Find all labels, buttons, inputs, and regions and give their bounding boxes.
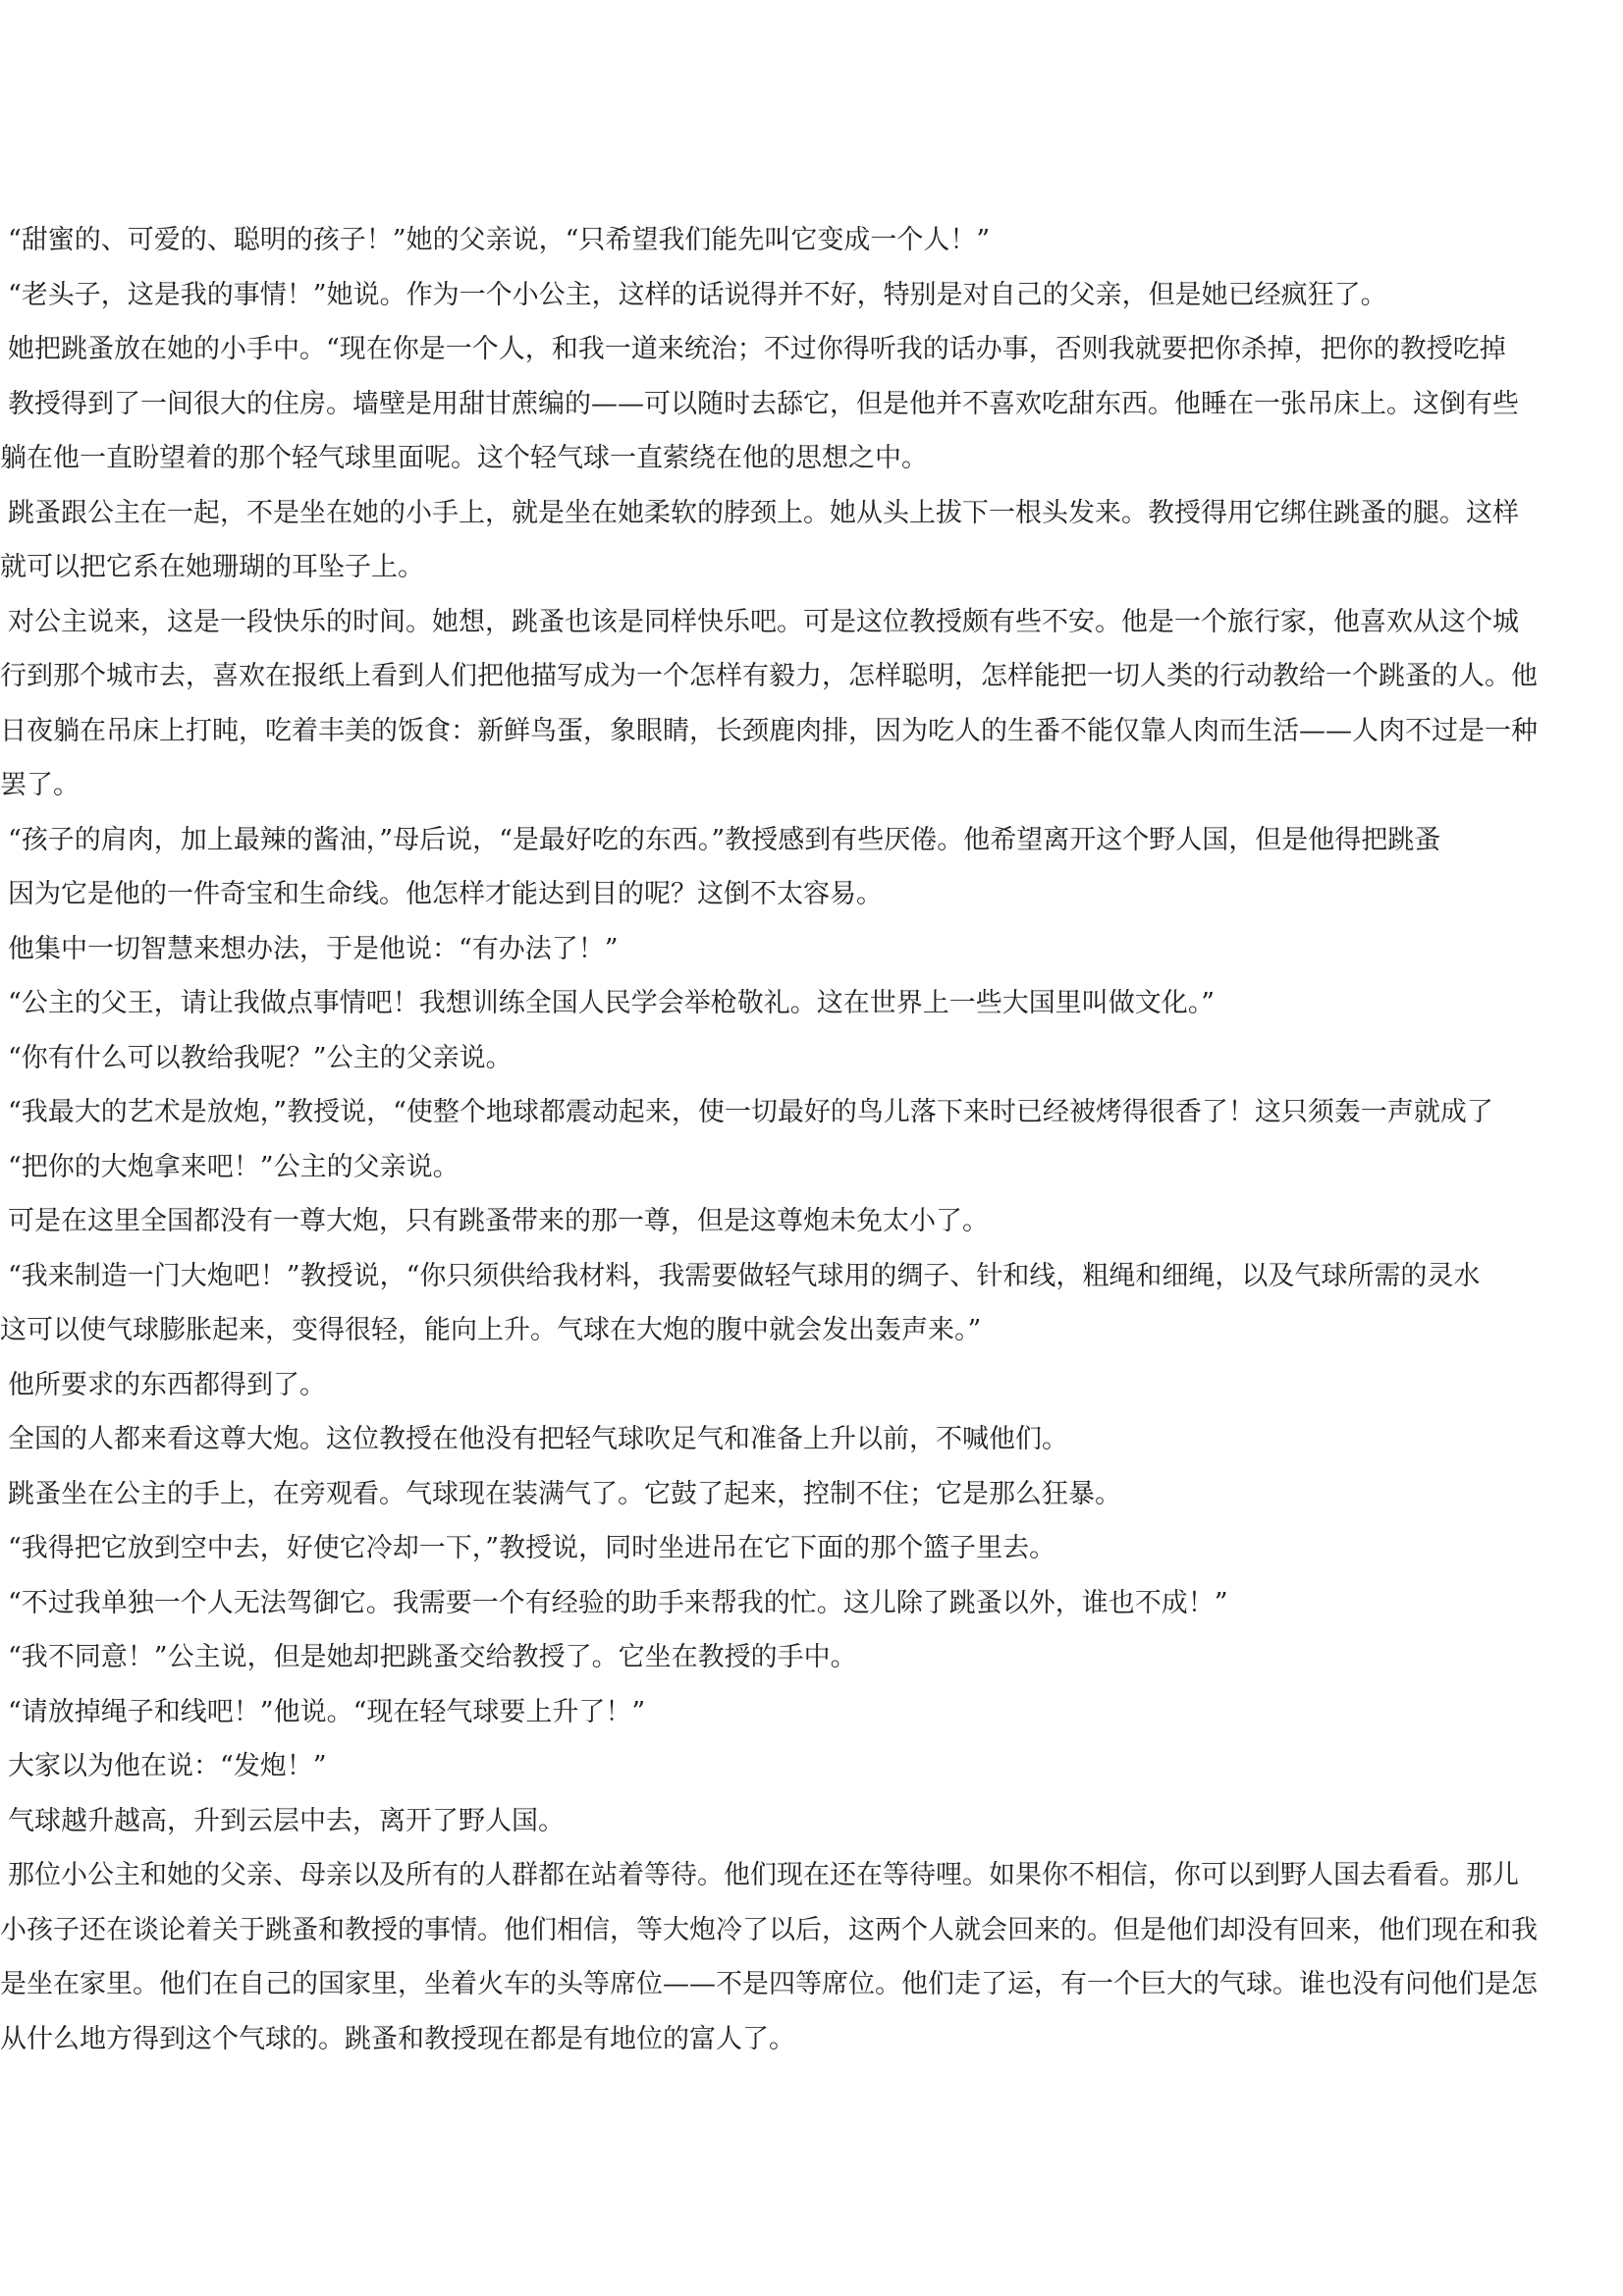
line-text: 小孩子还在谈论着关于跳蚤和教授的事情。他们相信，等大炮冷了以后，这两个人就会回来的。但是他们却没有回来，他们现在和我 [0, 1915, 1538, 1945]
line-text: “我来制造一门大炮吧！”教授说，“你只须供给我材料，我需要做轻气球用的绸子、针和线，粗绳和细绳，以及气球所需的灵水 [8, 1261, 1481, 1291]
line-text: 她把跳蚤放在她的小手中。“现在你是一个人，和我一道来统治；不过你得听我的话办事，否则我就要把你杀掉，把你的教授吃掉 [8, 334, 1506, 364]
line-text: 他所要求的东西都得到了。 [8, 1370, 326, 1400]
document-paragraph-line [0, 1685, 1623, 1740]
document-paragraph-line [0, 1031, 1623, 1086]
document-paragraph-line [0, 1303, 1623, 1358]
line-text: 是坐在家里。他们在自己的国家里，坐着火车的头等席位——不是四等席位。他们走了运，有一个巨大的气球。谁也没有问他们是怎 [0, 1969, 1538, 1999]
line-text: 躺在他一直盼望着的那个轻气球里面呢。这个轻气球一直萦绕在他的思想之中。 [0, 443, 928, 473]
line-text: 跳蚤坐在公主的手上，在旁观看。气球现在装满气了。它鼓了起来，控制不住；它是那么狂暴。 [8, 1479, 1121, 1509]
document-paragraph-line [0, 431, 1623, 486]
document-paragraph-line [0, 1467, 1623, 1522]
line-text: “把你的大炮拿来吧！”公主的父亲说。 [8, 1152, 460, 1182]
document-paragraph-line [0, 1194, 1623, 1249]
document-paragraph-line [0, 1576, 1623, 1631]
document-paragraph-line [0, 540, 1623, 595]
line-text: 全国的人都来看这尊大炮。这位教授在他没有把轻气球吹足气和准备上升以前，不喊他们。 [8, 1424, 1068, 1454]
document-paragraph-line [0, 213, 1623, 268]
document-paragraph-line [0, 1903, 1623, 1958]
line-text: “请放掉绳子和线吧！”他说。“现在轻气球要上升了！” [8, 1697, 646, 1727]
line-text: 他集中一切智慧来想办法，于是他说：“有办法了！” [8, 934, 619, 964]
document-paragraph-line [0, 1739, 1623, 1794]
document-paragraph-line [0, 867, 1623, 922]
line-text: 日夜躺在吊床上打盹，吃着丰美的饭食：新鲜鸟蛋，象眼睛，长颈鹿肉排，因为吃人的生番不能仅靠人肉而生活——人肉不过是一种 [0, 716, 1538, 746]
document-paragraph-line [0, 922, 1623, 977]
document-paragraph-line [0, 1794, 1623, 1849]
document-paragraph-line [0, 1358, 1623, 1413]
document-paragraph-line [0, 268, 1623, 323]
document-paragraph-line [0, 322, 1623, 377]
document-paragraph-line [0, 377, 1623, 432]
line-text: “我不同意！”公主说，但是她却把跳蚤交给教授了。它坐在教授的手中。 [8, 1642, 857, 1672]
document-paragraph-line [0, 1140, 1623, 1195]
line-text: 气球越升越高，升到云层中去，离开了野人国。 [8, 1806, 565, 1836]
document-paragraph-line [0, 976, 1623, 1031]
line-text: 可是在这里全国都没有一尊大炮，只有跳蚤带来的那一尊，但是这尊炮未免太小了。 [8, 1206, 989, 1236]
document-paragraph-line [0, 704, 1623, 759]
line-text: 行到那个城市去，喜欢在报纸上看到人们把他描写成为一个怎样有毅力，怎样聪明，怎样能把一切人类的行动教给一个跳蚤的人。他 [0, 661, 1538, 691]
document-paragraph-line [0, 1848, 1623, 1903]
line-text: 教授得到了一间很大的住房。墙壁是用甜甘蔗编的——可以随时去舔它，但是他并不喜欢吃甜东西。他睡在一张吊床上。这倒有些 [8, 389, 1519, 419]
line-text: 从什么地方得到这个气球的。跳蚤和教授现在都是有地位的富人了。 [0, 2024, 795, 2054]
document-paragraph-line [0, 758, 1623, 813]
document-paragraph-line [0, 1412, 1623, 1467]
document-paragraph-line [0, 1957, 1623, 2012]
line-text: 这可以使气球膨胀起来，变得很轻，能向上升。气球在大炮的腹中就会发出轰声来。” [0, 1315, 982, 1345]
line-text: “孩子的肩肉，加上最辣的酱油，”母后说，“是最好吃的东西。”教授感到有些厌倦。他希望离开这个野人国，但是他得把跳蚤 [8, 825, 1441, 855]
line-text: 就可以把它系在她珊瑚的耳坠子上。 [0, 552, 424, 582]
line-text: 罢了。 [0, 770, 80, 800]
line-text: 那位小公主和她的父亲、母亲以及所有的人群都在站着等待。他们现在还在等待哩。如果你不相信，你可以到野人国去看看。那儿 [8, 1860, 1519, 1890]
line-text: 对公主说来，这是一段快乐的时间。她想，跳蚤也该是同样快乐吧。可是这位教授颇有些不安。他是一个旅行家，他喜欢从这个城 [8, 607, 1519, 637]
line-text: “不过我单独一个人无法驾御它。我需要一个有经验的助手来帮我的忙。这儿除了跳蚤以外，谁也不成！” [8, 1588, 1228, 1618]
document-paragraph-line [0, 486, 1623, 541]
document-paragraph-line [0, 1085, 1623, 1140]
document-paragraph-line [0, 1249, 1623, 1304]
document-paragraph-line [0, 1630, 1623, 1685]
line-text: “老头子，这是我的事情！”她说。作为一个小公主，这样的话说得并不好，特别是对自己的父亲，但是她已经疯狂了。 [8, 280, 1387, 310]
document-paragraph-line [0, 813, 1623, 868]
document-paragraph-line [0, 2012, 1623, 2067]
document-paragraph-line [0, 649, 1623, 704]
document-paragraph-line [0, 1521, 1623, 1576]
document-paragraph-line [0, 595, 1623, 650]
line-text: “我得把它放到空中去，好使它冷却一下，”教授说，同时坐进吊在它下面的那个篮子里去。 [8, 1533, 1056, 1563]
line-text: 因为它是他的一件奇宝和生命线。他怎样才能达到目的呢？这倒不太容易。 [8, 879, 883, 909]
line-text: “公主的父王，请让我做点事情吧！我想训练全国人民学会举枪敬礼。这在世界上一些大国里叫做文化。” [8, 988, 1216, 1018]
line-text: “我最大的艺术是放炮，”教授说，“使整个地球都震动起来，使一切最好的鸟儿落下来时已经被烤得很香了！这只须轰一声就成了 [8, 1097, 1493, 1127]
line-text: 大家以为他在说：“发炮！” [8, 1751, 327, 1781]
line-text: “甜蜜的、可爱的、聪明的孩子！”她的父亲说，“只希望我们能先叫它变成一个人！” [8, 225, 991, 255]
line-text: “你有什么可以教给我呢？”公主的父亲说。 [8, 1043, 513, 1073]
line-text: 跳蚤跟公主在一起，不是坐在她的小手上，就是坐在她柔软的脖颈上。她从头上拔下一根头发来。教授得用它绑住跳蚤的腿。这样 [8, 498, 1519, 528]
